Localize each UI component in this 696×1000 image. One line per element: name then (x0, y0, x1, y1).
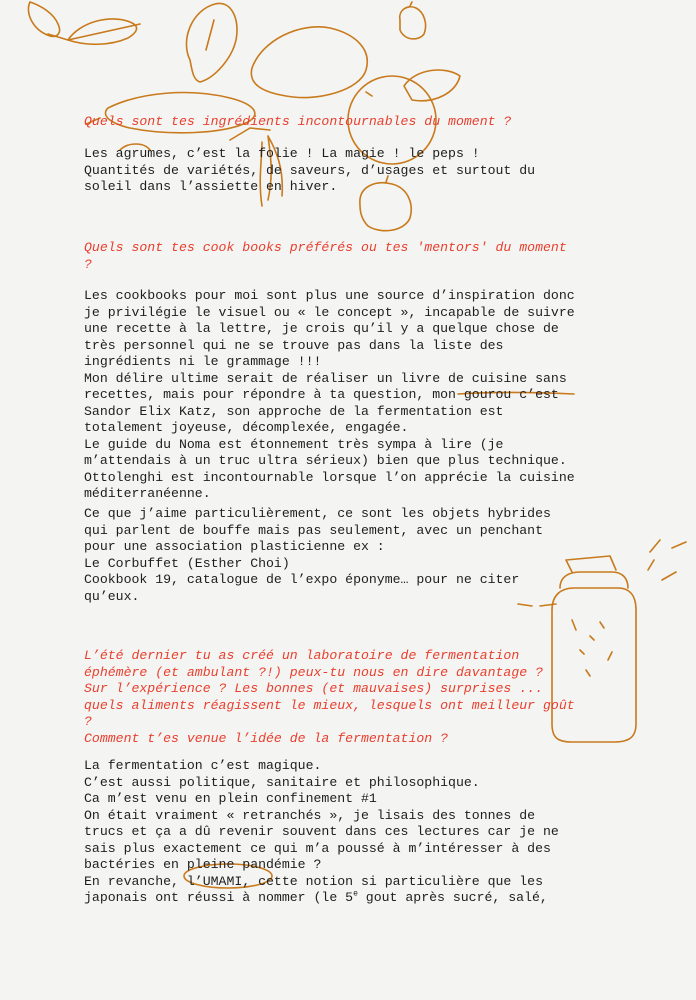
answer-line: bactéries en pleine pandémie ? (84, 857, 322, 872)
answer-line: pour une association plasticienne ex : (84, 539, 385, 554)
answer-line: Ca m’est venu en plein confinement #1 (84, 791, 377, 806)
question-line: quels aliments réagissent le mieux, lesquels ont meilleur goût (84, 697, 575, 713)
answer-line: On était vraiment « retranchés », je lisais des tonnes de (84, 807, 536, 823)
answer-text: japonais ont réussi à nommer (le 5 (84, 890, 354, 905)
answer-line: qui parlent de bouffe mais pas seulement, avec un penchant (84, 522, 543, 538)
answer-line: Sandor Elix Katz, son approche de la fermentation est (84, 403, 504, 419)
answer-line: très personnel qui ne se trouve pas dans la liste des (84, 337, 504, 353)
answer-line: C’est aussi politique, sanitaire et philosophique. (84, 774, 480, 790)
answer-line: En revanche, l’UMAMI, cette notion si particulière que les (84, 873, 543, 889)
answer-3 (84, 506, 644, 605)
lemon-doodle-icon (251, 27, 367, 98)
question-line: L’été dernier tu as créé un laboratoire de fermentation (84, 648, 520, 663)
question-2 (84, 240, 644, 273)
answer-line: ingrédients ni le grammage !!! (84, 354, 322, 369)
answer-line: méditerranéenne. (84, 486, 211, 501)
question-line: ? (84, 256, 92, 272)
lemon-doodle-icon (400, 2, 426, 39)
answer-line: m’attendais à un truc ultra sérieux) bien que plus technique. (84, 453, 567, 468)
leaf-doodle-icon (186, 3, 237, 82)
leaf-doodle-icon (28, 2, 68, 40)
leaf-doodle-icon (404, 70, 460, 101)
answer-line: une recette à la lettre, je crois qu’il y a quelque chose de (84, 321, 559, 336)
question-line: Quels sont tes ingrédients incontournables du moment ? (84, 114, 512, 129)
answer-line: Le Corbuffet (Esther Choi) (84, 555, 290, 571)
answer-1 (84, 146, 644, 196)
answer-line-last (84, 890, 644, 907)
answer-line: sais plus exactement ce qui m’a poussé à m’intéresser à des (84, 840, 551, 856)
question-line: ? (84, 714, 92, 729)
answer-line: Ottolenghi est incontournable lorsque l’on apprécie la cuisine (84, 469, 575, 485)
question-3 (84, 648, 644, 747)
answer-line: Les agrumes, c’est la folie ! La magie ! le peps ! (84, 146, 480, 161)
answer-line: trucs et ça a dû revenir souvent dans ces lectures car je ne (84, 824, 559, 839)
answer-line: Le guide du Noma est étonnement très sympa à lire (je (84, 436, 504, 452)
answer-line: soleil dans l’assiette en hiver. (84, 179, 338, 194)
leaf-doodle-icon (68, 19, 140, 44)
answer-line: La fermentation c’est magique. (84, 758, 322, 773)
answer-line: totalement joyeuse, décomplexée, engagée. (84, 420, 409, 435)
answer-line: Les cookbooks pour moi sont plus une source d’inspiration donc (84, 288, 575, 303)
question-line: Comment t’es venue l’idée de la fermentation ? (84, 730, 449, 746)
question-1 (84, 114, 644, 131)
answer-line: qu’eux. (84, 588, 140, 604)
question-line: Sur l’expérience ? Les bonnes (et mauvaises) surprises ... (84, 681, 543, 696)
answer-line: Quantités de variétés, de saveurs, d’usages et surtout du (84, 162, 536, 178)
ordinal-superscript: e (353, 889, 358, 899)
answer-line: Ce que j’aime particulièrement, ce sont les objets hybrides (84, 506, 551, 521)
answer-text: gout après sucré, salé, (357, 890, 548, 905)
answer-line: recettes, mais pour répondre à ta question, mon gourou c’est (84, 387, 559, 402)
answer-2 (84, 288, 644, 503)
answer-line: Cookbook 19, catalogue de l’expo éponyme… pour ne citer (84, 572, 520, 587)
answer-line: je privilégie le visuel ou « le concept », incapable de suivre (84, 304, 575, 320)
answer-4 (84, 758, 644, 907)
question-line: éphémère (et ambulant ?!) peux-tu nous en dire davantage ? (84, 664, 543, 680)
question-line: Quels sont tes cook books préférés ou tes 'mentors' du moment (84, 240, 567, 255)
answer-line: Mon délire ultime serait de réaliser un livre de cuisine sans (84, 370, 567, 386)
